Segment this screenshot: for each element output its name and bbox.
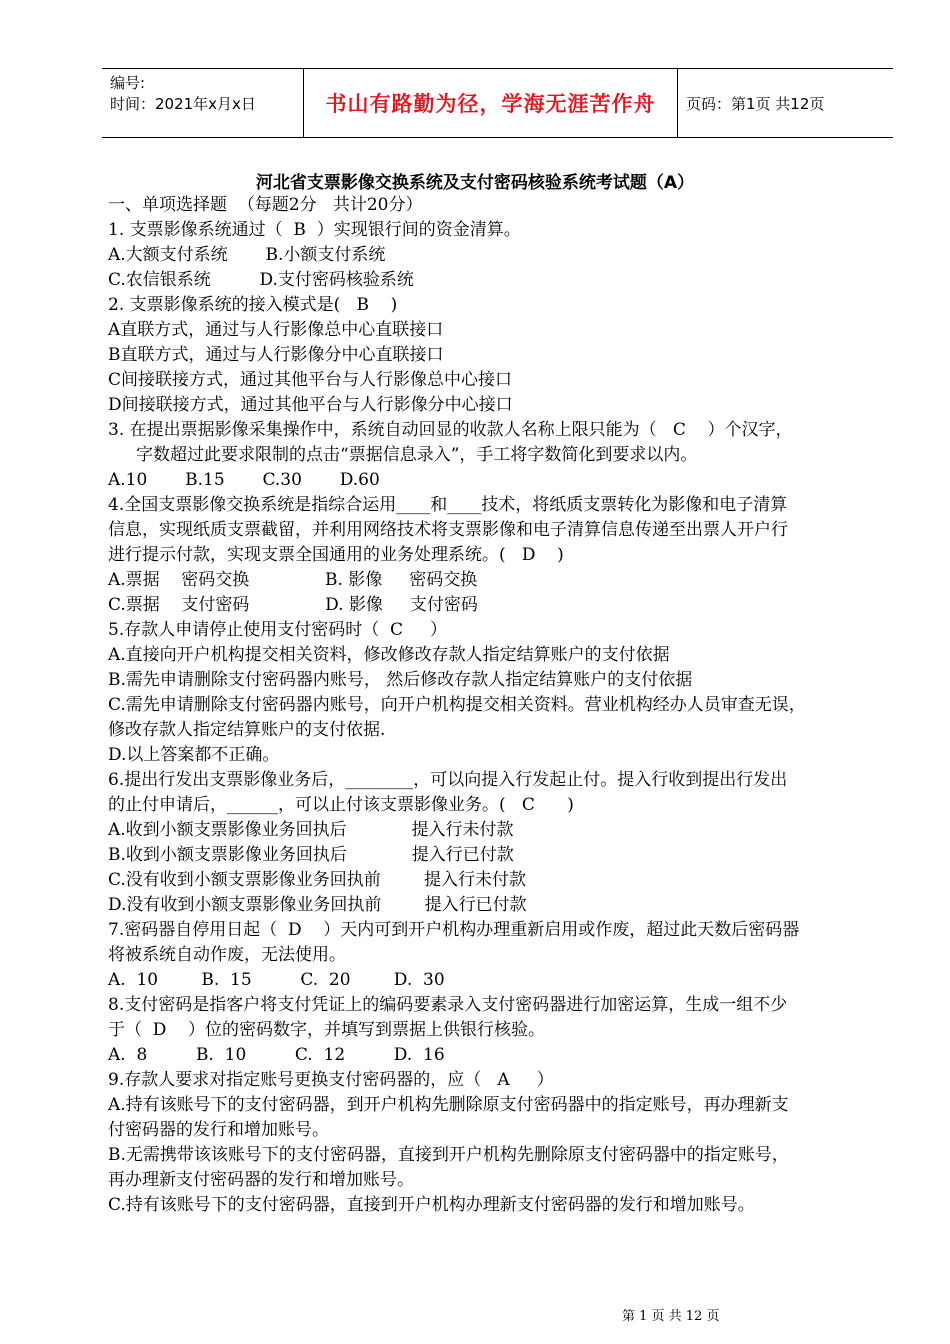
header-page-info: 页码：第1页 共12页 (686, 94, 825, 113)
option-line: D.没有收到小额支票影像业务回执前 提入行已付款 (108, 895, 527, 915)
exam-title: 河北省支票影像交换系统及支付密码核验系统考试题（A） (255, 173, 695, 193)
option-line: A直联方式，通过与人行影像总中心直联接口 (108, 320, 444, 340)
option-line: A.票据 密码交换 B. 影像 密码交换 (108, 570, 478, 590)
option-line: C.农信银系统 D.支付密码核验系统 (108, 270, 414, 290)
number-label: 编号: (110, 74, 146, 92)
question-3: 3. 在提出票据影像采集操作中，系统自动回显的收款人名称上限只能为（ C ）个汉字， (108, 420, 793, 440)
question-7: 7.密码器自停用日起（ D ）天内可到开户机构办理重新启用或作废，超过此天数后密码器 (108, 920, 800, 940)
question-1: 1. 支票影像系统通过（ B ）实现银行间的资金清算。 (108, 220, 521, 240)
header-divider-2 (677, 69, 678, 137)
option-line: 修改存款人指定结算账户的支付依据. (108, 720, 386, 740)
question-4-continued: 进行提示付款，实现支票全国通用的业务处理系统。( D ) (108, 545, 564, 565)
option-line: D.以上答案都不正确。 (108, 745, 280, 765)
question-7-continued: 将被系统自动作废，无法使用。 (108, 945, 346, 965)
option-line: A.10 B.15 C.30 D.60 (108, 470, 380, 490)
footer-page-number: 第 1 页 共 12 页 (622, 1309, 720, 1324)
option-line: B.需先申请删除支付密码器内账号， 然后修改存款人指定结算账户的支付依据 (108, 670, 693, 690)
option-line: C间接联接方式，通过其他平台与人行影像总中心接口 (108, 370, 513, 390)
section-heading: 一、单项选择题 （每题2分 共计20分） (108, 195, 423, 215)
option-line: C.需先申请删除支付密码器内账号，向开户机构提交相关资料。营业机构经办人员审查无误， (108, 695, 806, 715)
header-table (102, 68, 893, 138)
option-line: A. 10 B. 15 C. 20 D. 30 (108, 970, 445, 990)
option-line: B.无需携带该该账号下的支付密码器，直接到开户机构先删除原支付密码器中的指定账号， (108, 1145, 789, 1165)
option-line: A.收到小额支票影像业务回执后 提入行未付款 (108, 820, 514, 840)
header-motto: 书山有路勤为径，学海无涯苦作舟 (325, 92, 656, 116)
option-line: C.持有该账号下的支付密码器，直接到开户机构办理新支付密码器的发行和增加账号。 (108, 1195, 755, 1215)
question-8-continued: 于（ D ）位的密码数字，并填写到票据上供银行核验。 (108, 1020, 546, 1040)
question-5: 5.存款人申请停止使用支付密码时（ C ） (108, 620, 448, 640)
option-line: A.直接向开户机构提交相关资料，修改修改存款人指定结算账户的支付依据 (108, 645, 670, 665)
question-4-continued: 信息，实现纸质支票截留，并利用网络技术将支票影像和电子清算信息传递至出票人开户行 (108, 520, 788, 540)
question-8: 8.支付密码是指客户将支付凭证上的编码要素录入支付密码器进行加密运算，生成一组不少 (108, 995, 788, 1015)
option-line: B.收到小额支票影像业务回执后 提入行已付款 (108, 845, 514, 865)
header-left-cell (110, 73, 256, 115)
question-6: 6.提出行发出支票影像业务后，________，可以向提入行发起止付。提入行收到提出行发出 (108, 770, 788, 790)
option-line: D间接联接方式，通过其他平台与人行影像分中心接口 (108, 395, 513, 415)
question-2: 2. 支票影像系统的接入模式是( B ) (108, 295, 398, 315)
question-3-continued: 字数超过此要求限制的点击“票据信息录入”，手工将字数简化到要求以内。 (136, 445, 698, 465)
option-line: C.票据 支付密码 D. 影像 支付密码 (108, 595, 478, 615)
question-9: 9.存款人要求对指定账号更换支付密码器的，应（ A ） (108, 1070, 554, 1090)
option-line: B直联方式，通过与人行影像分中心直联接口 (108, 345, 444, 365)
exam-content (108, 193, 898, 1218)
option-line: A.大额支付系统 B.小额支付系统 (108, 245, 386, 265)
question-6-continued: 的止付申请后，______，可以止付该支票影像业务。( C ) (108, 795, 574, 815)
option-line: 再办理新支付密码器的发行和增加账号。 (108, 1170, 414, 1190)
option-line: 付密码器的发行和增加账号。 (108, 1120, 329, 1140)
time-label: 时间：2021年x月x日 (110, 95, 256, 113)
option-line: C.没有收到小额支票影像业务回执前 提入行未付款 (108, 870, 527, 890)
option-line: A. 8 B. 10 C. 12 D. 16 (108, 1045, 445, 1065)
question-4: 4.全国支票影像交换系统是指综合运用____和____技术，将纸质支票转化为影像和电子清算 (108, 495, 788, 515)
option-line: A.持有该账号下的支付密码器，到开户机构先删除原支付密码器中的指定账号，再办理新支 (108, 1095, 789, 1115)
